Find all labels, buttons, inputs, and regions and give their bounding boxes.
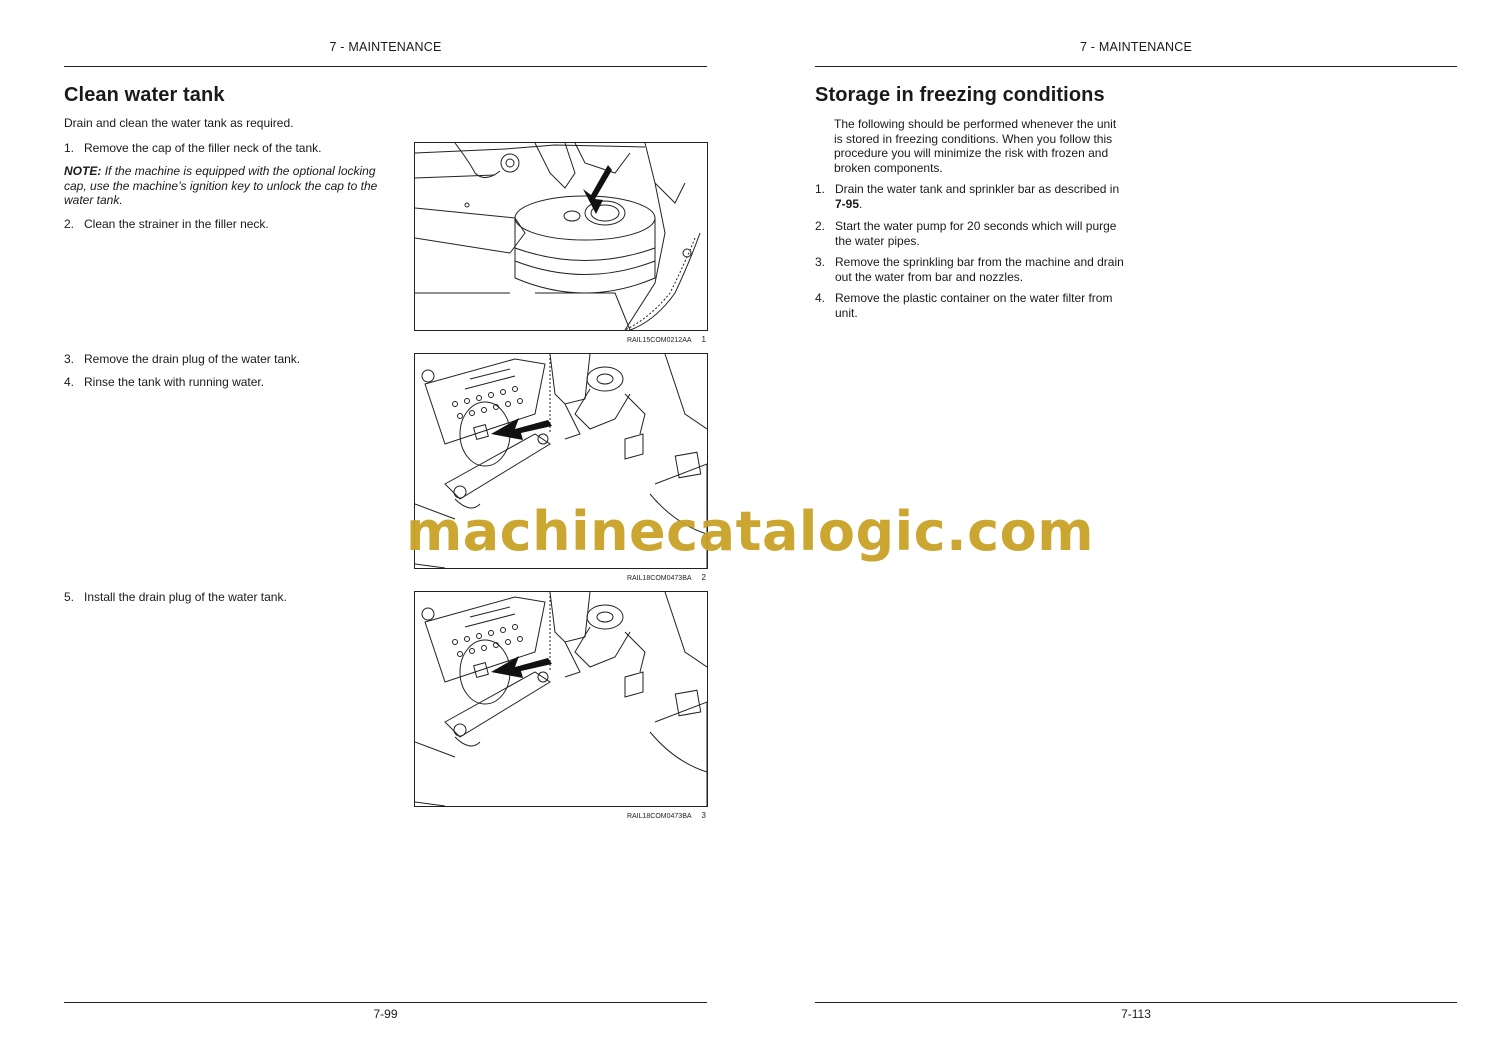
step-text: [835, 255, 1124, 284]
step-number: 3.: [64, 352, 75, 366]
step-line: Drain the water tank and sprinkler bar as described in: [835, 182, 1120, 196]
drain-plug-install-illustration: [415, 592, 707, 806]
right-intro: [834, 117, 1138, 175]
left-running-header: 7 - MAINTENANCE: [329, 40, 442, 54]
left-page-number: 7-99: [373, 1007, 398, 1021]
note-line-3: water tank.: [64, 193, 123, 207]
step-line: unit.: [835, 305, 858, 320]
right-page-number: 7-113: [1121, 1007, 1151, 1021]
step-number: 4.: [815, 291, 826, 305]
figure-2-caption: [414, 573, 706, 582]
right-section-title: Storage in freezing conditions: [815, 84, 1105, 106]
intro-line: is stored in freezing conditions. When you follow this: [834, 131, 1113, 146]
figure-number: 2: [701, 573, 706, 582]
reference-suffix: .: [859, 196, 863, 211]
step-text: Rinse the tank with running water.: [84, 375, 265, 389]
step-line: Remove the sprinkling bar from the machine and drain: [835, 255, 1124, 269]
right-footer-rule: [815, 1002, 1457, 1003]
step-text: Clean the strainer in the filler neck.: [84, 217, 269, 231]
figure-code: RAIL18COM0473BA: [626, 813, 692, 820]
step-line: out the water from bar and nozzles.: [835, 269, 1024, 284]
step-line: the water pipes.: [835, 233, 920, 248]
figure-number: 1: [701, 335, 706, 344]
watermark: machinecatalogic.com: [405, 500, 1095, 563]
figure-number: 3: [701, 811, 706, 820]
intro-line: The following should be performed whenever the unit: [834, 117, 1117, 131]
note-block: [64, 164, 404, 208]
note-line-1: If the machine is equipped with the optional locking: [104, 164, 376, 178]
figure-1-caption: [414, 335, 706, 344]
step-number: 5.: [64, 590, 75, 604]
left-section-title: Clean water tank: [64, 84, 225, 106]
step-number: 3.: [815, 255, 826, 269]
step-text: [835, 182, 1119, 211]
figure-3-caption: [414, 811, 706, 820]
step-number: 2.: [815, 219, 826, 233]
step-line: Remove the plastic container on the water filter from: [835, 291, 1113, 305]
left-intro: Drain and clean the water tank as required.: [64, 116, 294, 130]
note-label: NOTE:: [64, 164, 102, 178]
figure-code: RAIL15COM0212AA: [626, 337, 692, 344]
step-text: Remove the cap of the filler neck of the tank.: [84, 141, 322, 155]
right-running-header: 7 - MAINTENANCE: [1079, 40, 1193, 54]
intro-line: procedure you will minimize the risk with frozen and: [834, 146, 1109, 160]
left-header-rule: [64, 66, 707, 67]
page-reference-link[interactable]: 7-95: [835, 196, 860, 211]
step-number: 4.: [64, 375, 75, 389]
step-text: Install the drain plug of the water tank.: [84, 590, 287, 604]
step-text: [835, 219, 1116, 248]
figure-3-drain-plug-install: [414, 591, 708, 807]
right-header-rule: [815, 66, 1457, 67]
figure-code: RAIL18COM0473BA: [626, 575, 692, 582]
tank-filler-illustration: [415, 143, 707, 330]
step-line: Start the water pump for 20 seconds which will purge: [835, 219, 1117, 233]
step-text: [835, 291, 1112, 320]
note-line-2: cap, use the machine’s ignition key to unlock the cap to the: [64, 178, 378, 193]
step-text: Remove the drain plug of the water tank.: [84, 352, 301, 366]
step-number: 1.: [64, 141, 75, 155]
figure-1-tank-filler-cap: [414, 142, 708, 331]
intro-line: broken components.: [834, 160, 943, 175]
step-number: 2.: [64, 217, 75, 231]
step-number: 1.: [815, 182, 826, 196]
left-footer-rule: [64, 1002, 707, 1003]
